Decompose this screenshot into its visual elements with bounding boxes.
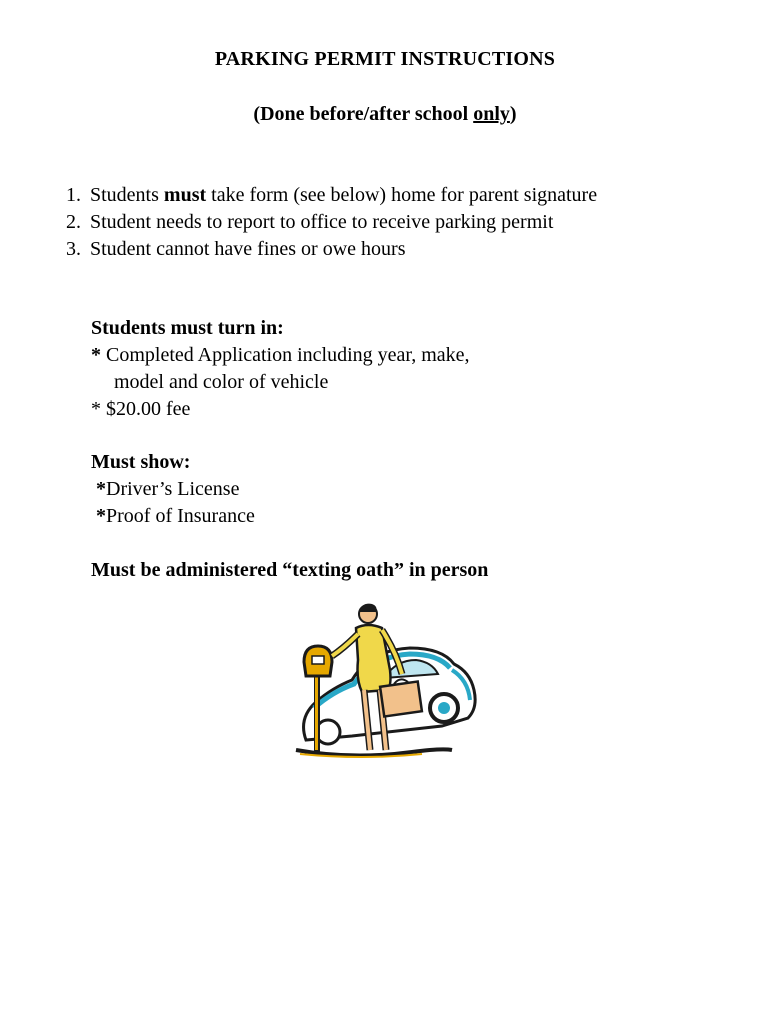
- bullet-star: *: [96, 505, 106, 527]
- step-text-post: take form (see below) home for parent signature: [206, 184, 598, 206]
- subtitle-underlined-word: only: [473, 103, 510, 125]
- turn-in-item-continuation: model and color of vehicle: [114, 371, 329, 393]
- turn-in-section: [91, 315, 470, 423]
- turn-in-heading: Students must turn in:: [91, 317, 284, 339]
- step-item: [66, 182, 597, 209]
- step-item: [66, 236, 597, 263]
- step-text: Student cannot have fines or owe hours: [90, 238, 406, 260]
- step-text-pre: Students: [90, 184, 164, 206]
- must-show-item-text: Driver’s License: [106, 478, 240, 500]
- turn-in-item: * $20.00 fee: [91, 398, 191, 420]
- turn-in-item-text: Completed Application including year, make,: [101, 344, 470, 366]
- page-subtitle: [0, 103, 770, 126]
- must-show-item: [91, 476, 255, 503]
- step-text-bold: must: [163, 184, 207, 206]
- bullet-star: *: [91, 344, 101, 366]
- subtitle-open-paren: (: [253, 103, 261, 125]
- parking-meter-person-car-icon: [292, 600, 482, 765]
- turn-in-item: [91, 342, 470, 369]
- step-item: [66, 209, 597, 236]
- page-title: PARKING PERMIT INSTRUCTIONS: [214, 48, 556, 70]
- step-number: 2.: [66, 211, 81, 233]
- must-show-section: [91, 449, 255, 530]
- bullet-star: *: [96, 478, 106, 500]
- step-text: Student needs to report to office to receive parking permit: [90, 211, 554, 233]
- must-show-item: [91, 503, 255, 530]
- subtitle-text: Done before/after school: [260, 103, 474, 125]
- steps-list: [66, 182, 597, 263]
- subtitle-close-paren: ): [509, 103, 517, 125]
- must-show-item-text: Proof of Insurance: [106, 505, 255, 527]
- texting-oath-note: Must be administered “texting oath” in person: [91, 559, 489, 581]
- step-number: 1.: [66, 184, 81, 206]
- step-number: 3.: [66, 238, 81, 260]
- must-show-heading: Must show:: [91, 451, 191, 473]
